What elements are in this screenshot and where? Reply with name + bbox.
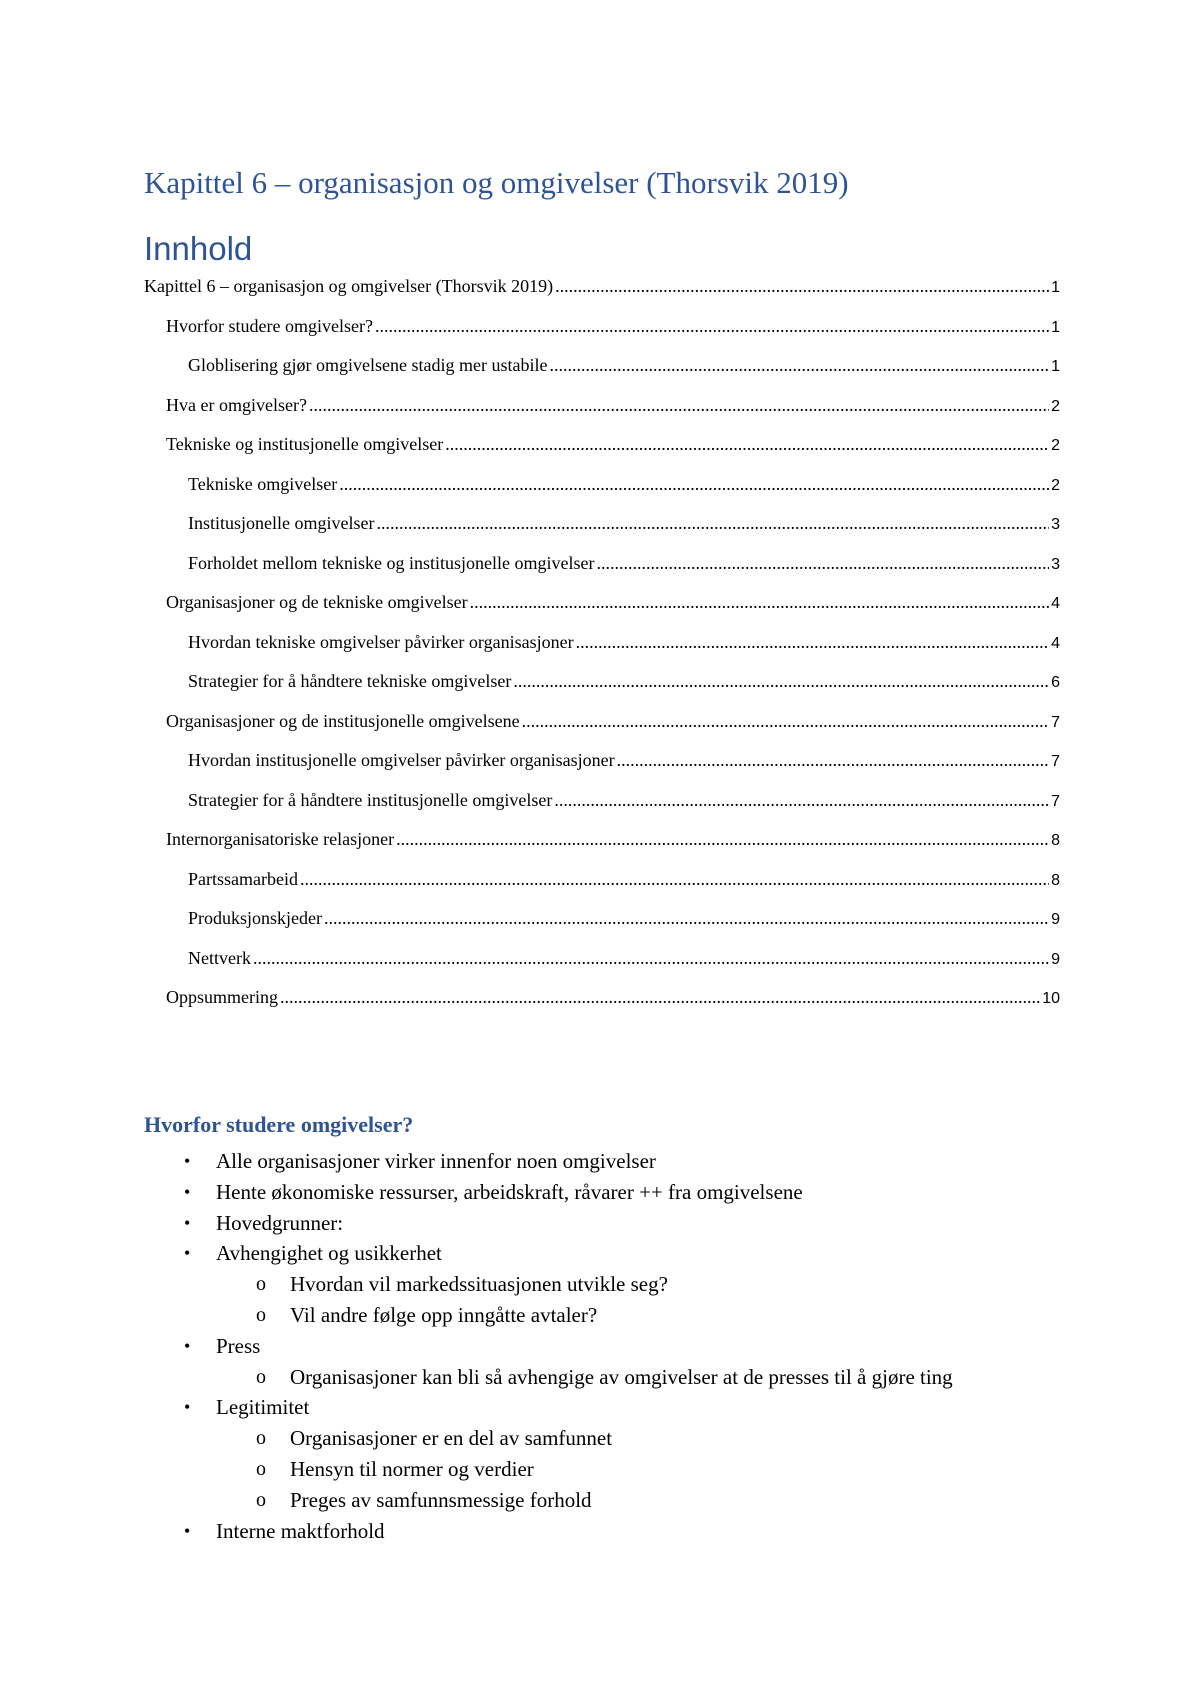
list-item-text: Legitimitet [216,1395,310,1420]
list-item [144,1516,1104,1547]
toc-entry[interactable] [144,312,1060,352]
toc-leader-dots [300,865,1049,893]
bullet-marker: • [184,1181,191,1202]
toc-leader-dots [596,549,1049,577]
toc-leader-dots [549,351,1049,379]
list-item-text: Hensyn til normer og verdier [290,1456,534,1481]
toc-entry-text: Produksjonskjeder [188,908,322,928]
toc-entry-text: Tekniske og institusjonelle omgivelser [166,434,444,454]
table-of-contents [144,272,1060,1023]
bullet-marker: • [184,1243,191,1264]
toc-entry-text: Tekniske omgivelser [188,473,338,494]
toc-page-number: 3 [1051,555,1060,573]
toc-page-number: 1 [1051,358,1060,375]
toc-entry[interactable] [144,549,1060,589]
toc-page-number: 2 [1051,437,1060,454]
toc-page-number: 8 [1051,871,1060,889]
toc-leader-dots [339,470,1049,498]
list-item [144,1423,1104,1454]
toc-entry-text: Strategier for å håndtere institusjonelle omgivelser [188,789,553,810]
list-item-text: Avhengighet og usikkerhet [216,1241,442,1266]
toc-entry[interactable] [144,667,1060,707]
toc-leader-dots [470,588,1049,616]
toc-entry[interactable] [144,786,1060,826]
list-item [144,1208,1104,1239]
toc-page-number: 4 [1051,634,1060,652]
toc-leader-dots [513,667,1049,695]
toc-leader-dots [375,312,1049,340]
toc-leader-dots [324,904,1049,932]
list-item [144,1392,1104,1423]
toc-entry[interactable] [144,351,1060,391]
toc-page-number: 2 [1051,397,1060,415]
toc-entry[interactable] [144,865,1060,905]
toc-page-number: 10 [1042,990,1060,1007]
toc-entry[interactable] [144,746,1060,786]
toc-leader-dots [280,983,1040,1011]
bullet-marker: • [184,1212,191,1233]
list-item-text: Organisasjoner kan bli så avhengige av omgivelser at de presses til å gjøre ting [290,1364,953,1389]
toc-entry[interactable] [144,944,1060,984]
toc-leader-dots [396,825,1049,853]
toc-entry[interactable] [144,391,1060,431]
list-item [144,1454,1104,1485]
toc-entry-text: Nettverk [188,947,251,968]
list-item-text: Hente økonomiske ressurser, arbeidskraft, råvarer ++ fra omgivelsene [216,1179,803,1204]
sub-bullet-marker: o [256,1365,266,1388]
toc-entry[interactable] [144,430,1060,470]
toc-page-number: 2 [1051,476,1060,494]
sub-bullet-marker: o [256,1457,266,1480]
toc-entry-text: Hvorfor studere omgivelser? [166,315,373,336]
toc-entry-text: Internorganisatoriske relasjoner [166,829,395,849]
toc-entry[interactable] [144,588,1060,628]
toc-page-number: 7 [1051,753,1060,770]
toc-entry-text: Strategier for å håndtere tekniske omgivelser [188,671,512,691]
document-title: Kapittel 6 – organisasjon og omgivelser (Thorsvik 2019) [144,165,849,200]
toc-page-number: 6 [1051,674,1060,691]
toc-entry[interactable] [144,272,1060,312]
list-item [144,1331,1104,1362]
toc-entry[interactable] [144,470,1060,510]
toc-entry-text: Hvordan institusjonelle omgivelser påvirker organisasjoner [188,750,615,770]
toc-page-number: 7 [1051,792,1060,810]
list-item-text: Vil andre følge opp inngåtte avtaler? [290,1302,598,1327]
toc-leader-dots [576,628,1050,656]
list-item [144,1177,1104,1208]
toc-entry[interactable] [144,509,1060,549]
toc-leader-dots [555,272,1049,300]
bullet-marker: • [184,1335,191,1356]
toc-entry-text: Kapittel 6 – organisasjon og omgivelser (Thorsvik 2019) [144,276,554,296]
toc-entry-text: Organisasjoner og de institusjonelle omgivelsene [166,710,520,731]
list-item [144,1362,1104,1393]
toc-entry[interactable] [144,904,1060,944]
toc-page-number: 1 [1051,279,1060,296]
sub-bullet-marker: o [256,1488,266,1511]
toc-page-number: 8 [1051,832,1060,849]
toc-leader-dots [376,509,1049,537]
sub-bullet-marker: o [256,1303,266,1326]
bullet-marker: • [184,1520,191,1541]
sub-bullet-marker: o [256,1273,266,1296]
toc-entry-text: Forholdet mellom tekniske og institusjonelle omgivelser [188,552,595,573]
toc-page-number: 7 [1051,713,1060,731]
toc-entry-text: Globlisering gjør omgivelsene stadig mer ustabile [188,355,548,375]
toc-entry-text: Hvordan tekniske omgivelser påvirker organisasjoner [188,631,574,652]
toc-page-number: 4 [1051,595,1060,612]
list-item-text: Preges av samfunnsmessige forhold [290,1487,592,1512]
toc-entry-text: Partssamarbeid [188,868,298,889]
list-item [144,1485,1104,1516]
toc-entry-text: Organisasjoner og de tekniske omgivelser [166,592,468,612]
list-item [144,1300,1104,1331]
toc-page-number: 3 [1051,516,1060,533]
toc-entry-text: Institusjonelle omgivelser [188,513,375,533]
toc-leader-dots [522,707,1049,735]
toc-entry[interactable] [144,707,1060,747]
section-heading: Hvorfor studere omgivelser? [144,1112,414,1137]
list-item [144,1269,1104,1300]
toc-leader-dots [554,786,1049,814]
bullet-marker: • [184,1151,191,1171]
list-item [144,1146,1104,1177]
toc-entry[interactable] [144,983,1060,1023]
sub-bullet-marker: o [256,1427,266,1450]
toc-page-number: 9 [1051,950,1060,968]
bullet-marker: • [184,1397,191,1418]
list-item-text: Press [216,1333,261,1358]
toc-leader-dots [253,944,1049,972]
toc-leader-dots [617,746,1050,774]
toc-page-number: 1 [1051,318,1060,336]
list-item-text: Alle organisasjoner virker innenfor noen omgivelser [216,1149,656,1173]
toc-leader-dots [445,430,1049,458]
toc-entry-text: Oppsummering [166,987,278,1007]
toc-leader-dots [309,391,1049,419]
toc-entry[interactable] [144,628,1060,668]
list-item-text: Interne maktforhold [216,1518,385,1543]
toc-page-number: 9 [1051,911,1060,928]
list-item-text: Organisasjoner er en del av samfunnet [290,1426,613,1451]
bullet-list [144,1146,1104,1546]
toc-entry[interactable] [144,825,1060,865]
list-item-text: Hovedgrunner: [216,1210,344,1235]
list-item-text: Hvordan vil markedssituasjonen utvikle seg? [290,1272,668,1297]
toc-entry-text: Hva er omgivelser? [166,394,307,415]
list-item [144,1238,1104,1269]
toc-heading: Innhold [144,230,253,267]
